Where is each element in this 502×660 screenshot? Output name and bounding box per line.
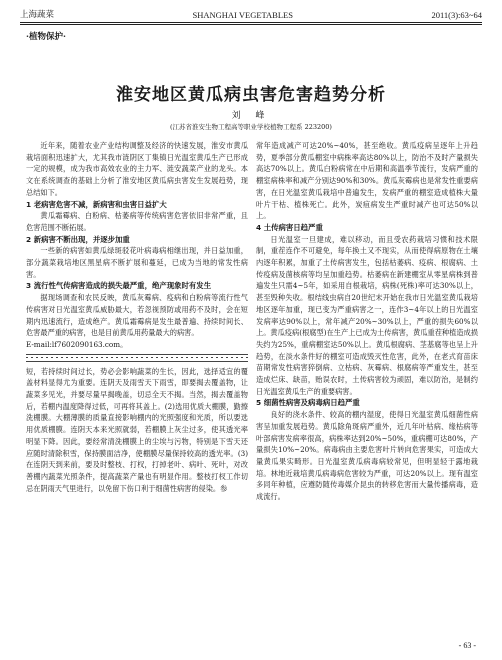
affiliation: (江苏省淮安生物工程高等职业学校植物工程系 223200) [170, 123, 332, 131]
section-tag: ·植物保护· [26, 32, 66, 42]
article-title: 淮安地区黄瓜病虫害危害趋势分析 [116, 85, 386, 105]
paragraph-intro: 近年来，随着农业产业结构调整及经济的快速发展，淮安市黄瓜栽培面积迅速扩大，尤其我市涟阴区丁集镇日光温室黄瓜生产已形成一定的规模，成为我市高效农业的主力军、涟安蔬菜产业的龙头。本文在系统调查的基础上分析了淮安地区黄瓜病虫害发生发展趋势，现总结如下。 [26, 141, 248, 197]
heading-1: 1 老病害危害不减，新病害和虫害日益扩大 [26, 199, 167, 209]
paragraph: 黄瓜霜霉病、白粉病、枯萎病等传统病害危害依旧非常严重，且危害范围不断拓展。 [26, 211, 248, 232]
heading-2: 2 新病害不断出现，并逐步加重 [26, 234, 130, 244]
paragraph: 日光温室一旦建成，难以移动，而且受农药栽培习惯和技术限制，重茬连作不可避免，每年换土又不现实，从而使得病原物在土壤内逐年积累，加重了土传病害发生，包括枯萎病、疫病、根腐病、土传疫病及菌核病等均呈加重趋势。枯萎病在新建棚室从零星病株到普遍发生只需4~5年，如采用自根栽培，病株(死株)率可达30%以上，甚至毁种失收。根结线虫病自20世纪末开始在我市日光温室黄瓜栽培地区逐年加重，现已变为严重病害之一，连作3~4年以上的日光温室发病率达90%以上，常年减产20%~30%以上，严重的损失60%以上。黄瓜疫病(根腐型)在生产上已成为土传病害，黄瓜重茬种植造成损失约为25%，重病棚室达50%以上。黄瓜根腐病、茎基腐等也呈上升趋势，在淡水条件好的棚室可造成毁灭性危害，此外，在老式育苗床苗期常发性病害猝倒病、立枯病、灰霉病、根腐病等严重发生，甚至造成烂床、缺苗，贻误农时，土传病害较为顽固，难以防治，是制约日光温室黄瓜生产的重要病害。 [256, 234, 478, 396]
paragraph-continued: 短，若持续时间过长，势必会影响蔬菜的生长，因此，选择适宜的覆盖材料显得尤为重要。连阴天及雨雪天下雨雪，即要揭去覆盖物，让蔬菜多见光，并要尽量早揭晚盖，切忌全天不揭。当然，揭去覆盖物后，若棚内温度降得过低，可再将其盖上。(2)选用优质大棚膜，勤擦洗棚膜。大棚薄膜的质量直接影响棚内的光照强度和光质，所以要选用优质棚膜。连阴天本来光照就弱，若棚膜上灰尘过多，使其透光率明显下降。因此，要经常清洗棚膜上的尘埃与污物，特别是下雪天还应随时清除积雪，保持膜面洁净，使棚膜尽量保持较高的透光率。(3)在连阴天到来前，要及时整枝、打杈，打掉老叶、病叶、死叶，对改善棚内蔬菜光照条件，提高蔬菜产量也有明显作用。整枝打杈工作切忌在阴雨天气里进行，以免留下伤口利于细菌性病害的侵染。参 [26, 366, 248, 493]
heading-4: 4 土传病害日趋严重 [256, 222, 323, 232]
issue-info: 2011(3):63~64 [431, 10, 482, 20]
page-number: - 63 - [458, 641, 476, 650]
star-divider [26, 354, 248, 362]
left-column [26, 140, 248, 494]
header-rule [20, 22, 482, 23]
paragraph: 据现场调查和农民反映，黄瓜灰霉病、疫病和白粉病等流行性气传病害对日光温室黄瓜威胁最大，若忽视预防或用药不及时，会在短期内迅速流行，造成绝产。黄瓜霜霉病是发生最普遍、持续时间长、危害最严重的病害，也是目前黄瓜用药量最大的病害。 [26, 293, 248, 338]
author-email: E-mail:lf7602090163.com。 [26, 339, 128, 349]
journal-name-cn: 上海蔬菜 [20, 9, 55, 19]
paragraph: 一些新的病害如黄瓜绿斑驳花叶病毒病相继出现，并日益加重，部分蔬菜栽培地区黑星病不断扩展和蔓延，已成为当地的常发性病害。 [26, 246, 248, 279]
author: 刘 峰 [231, 111, 271, 121]
heading-5: 5 细菌性病害及病毒病日趋严重 [256, 398, 360, 408]
journal-name-en: SHANGHAI VEGETABLES [192, 10, 293, 20]
heading-3: 3 流行性气传病害造成的损失最严重，绝产现象时有发生 [26, 281, 212, 291]
running-header [20, 6, 482, 20]
paragraph: 常年造成减产可达20%~40%，甚至绝收。黄瓜疫病呈逐年上升趋势，夏季部分黄瓜棚室中病株率高达80%以上，防治不及时产量损失高达70%以上。黄瓜白粉病常在中后期和高温季节流行，发病严重的棚室病株率和减产分别达90%和30%。黄瓜灰霉病也是常发性重要病害，在日光温室黄瓜栽培中普遍发生，发病严重的棚室造成植株大量叶片干枯、植株死亡。此外，炭疽病发生严重时减产也可达50%以上。 [256, 141, 478, 221]
header-rule-thin [20, 24, 482, 25]
paragraph: 良好的浇水条件、较高的棚内湿度，使得日光温室黄瓜细菌性病害呈加重发展趋势。黄瓜除角斑病严重外，近几年叶枯病、缘枯病等叶部病害发病率很高，病株率达到20%~50%，重病棚可达80%，产量损失10%~20%。病毒病由主要危害叶片转向危害果实，可造成大量黄瓜果实畸形。日光温室黄瓜病毒病较常见，但明显轻于露地栽培。林地近栽培黄瓜病毒病危害较为严重，可达20%以上。现有温室多同年种植，应遵防随传毒媒介昆虫的转移危害而大量传播病毒，造成流行。 [256, 410, 478, 502]
right-column [256, 140, 478, 503]
